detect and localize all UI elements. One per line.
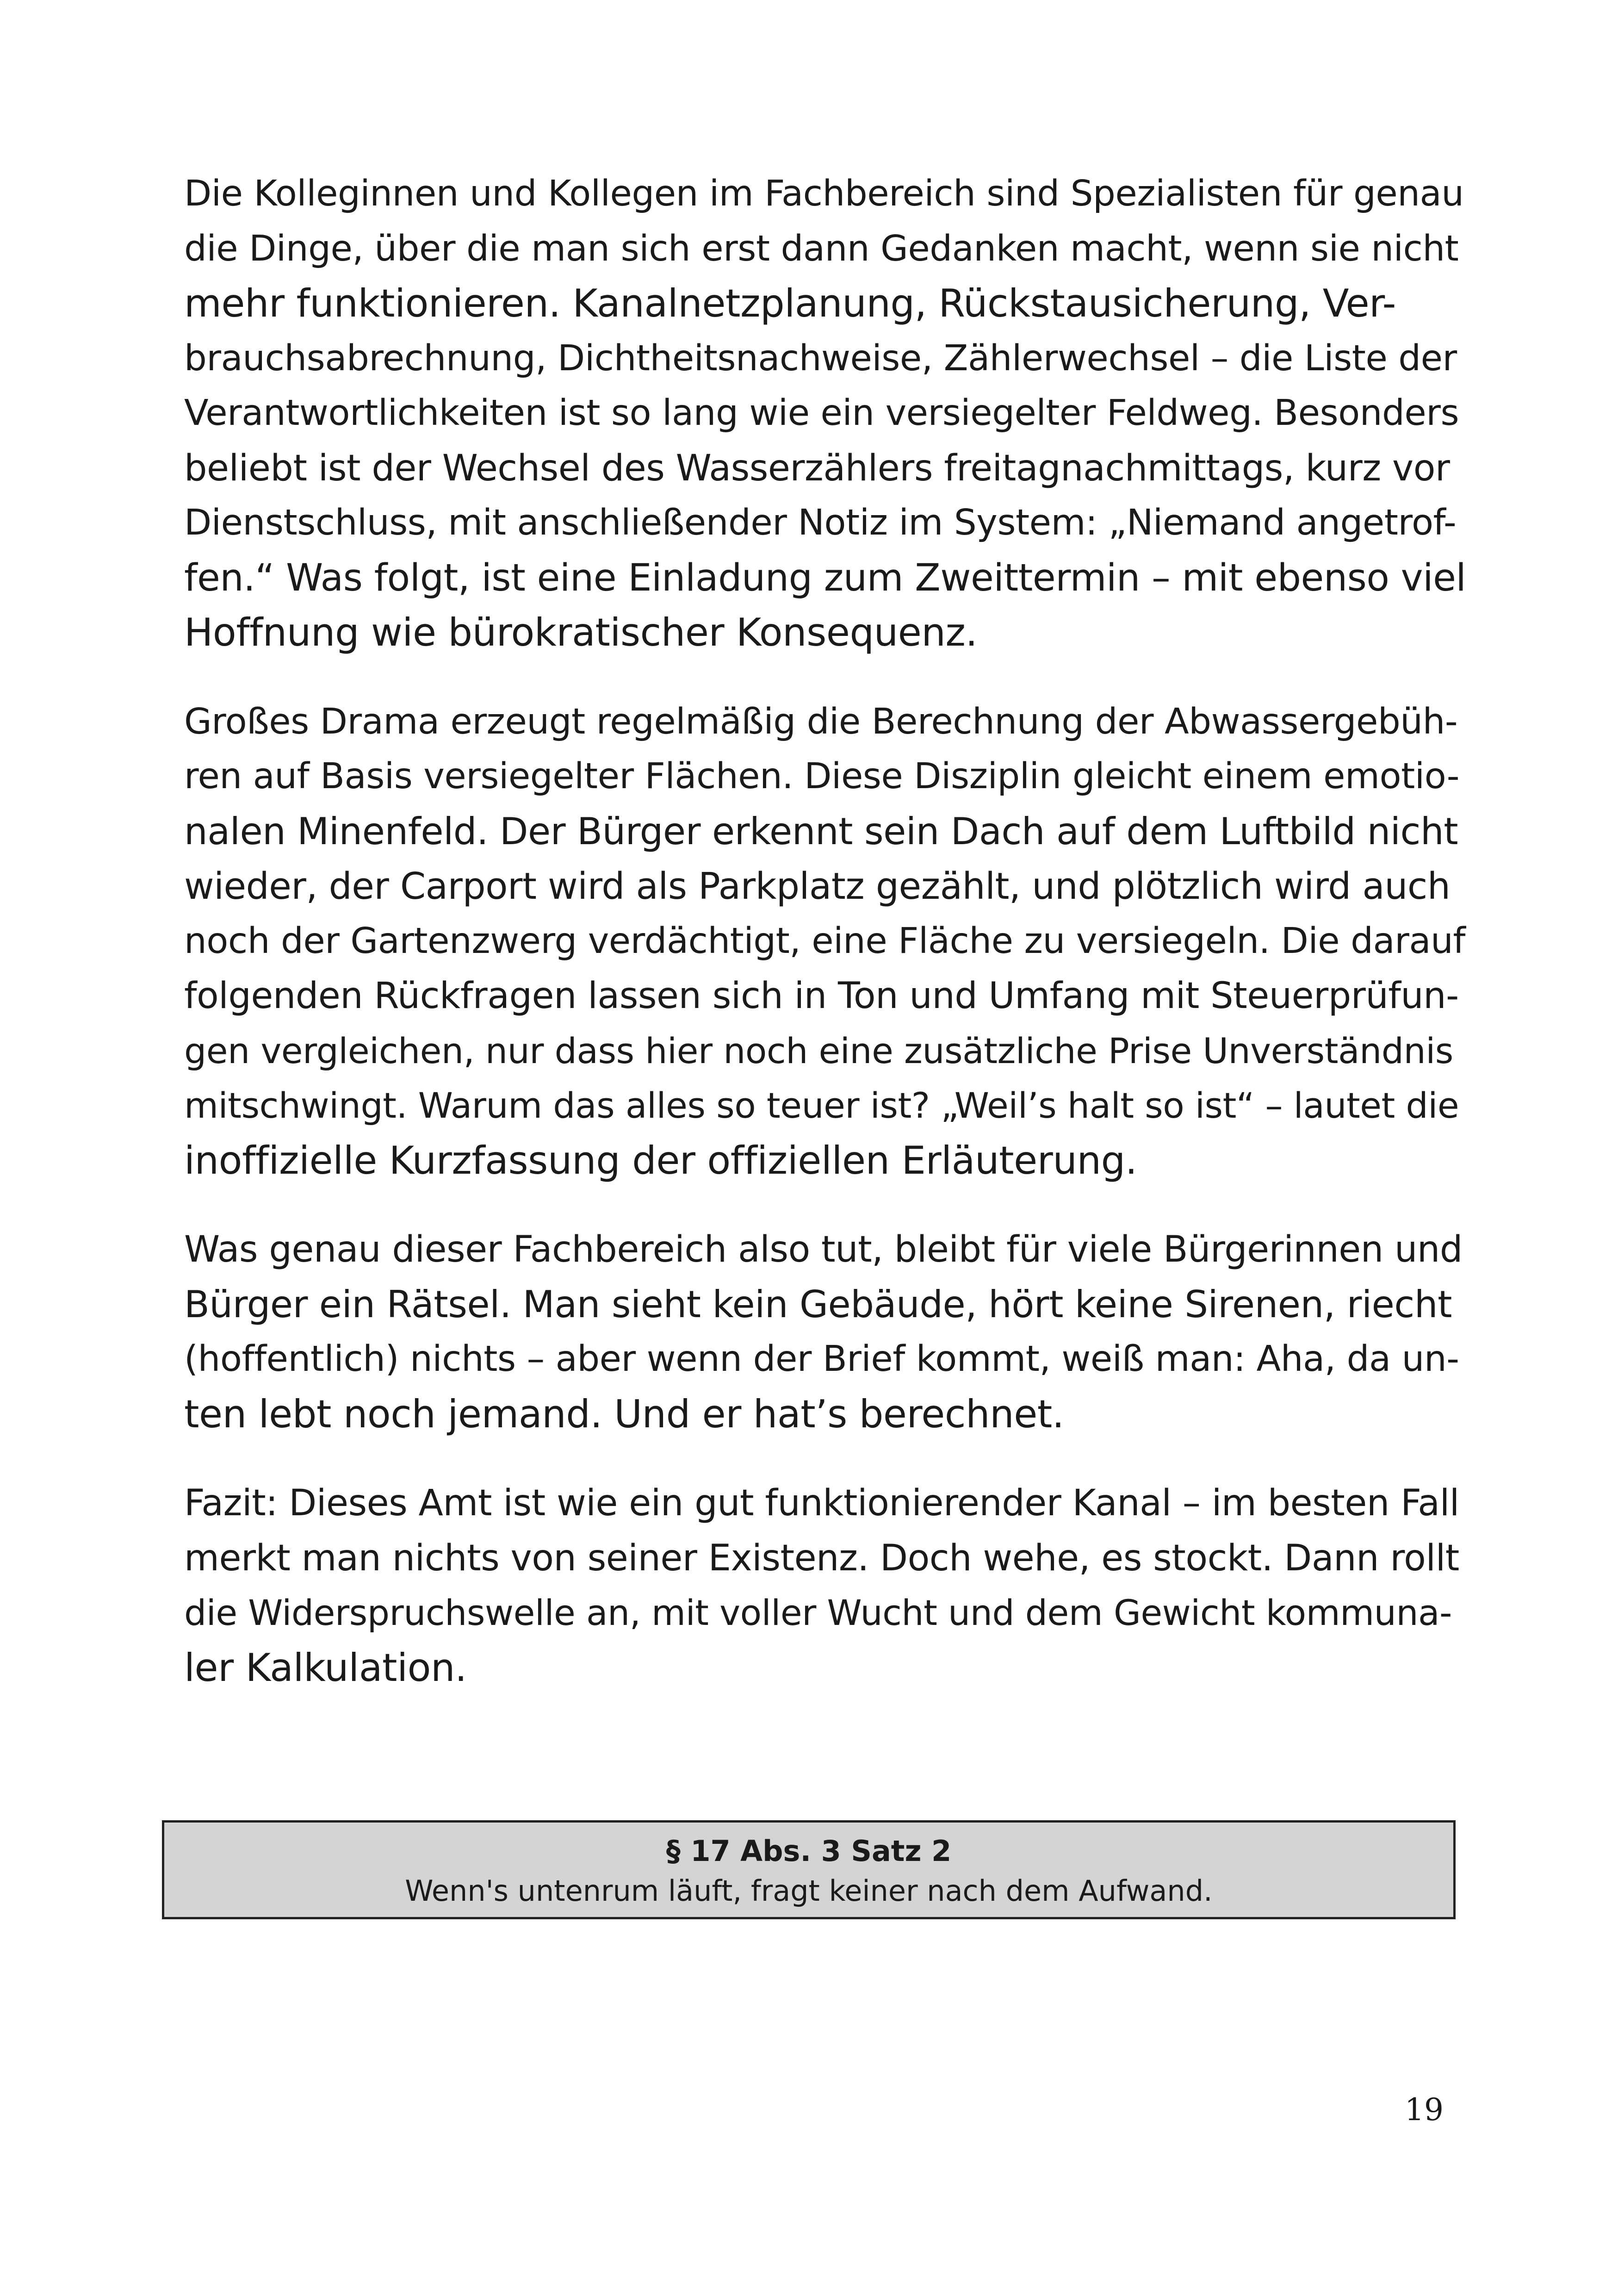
text-line: merkt man nichts von seiner Existenz. Doch wehe, es stockt. Dann rollt — [184, 1537, 1459, 1579]
text-line: Fazit: Dieses Amt ist wie ein gut funktionierender Kanal – im besten Fall — [184, 1482, 1459, 1524]
text-line: beliebt ist der Wechsel des Wasserzählers freitagnachmittags, kurz vor — [184, 447, 1450, 489]
text-line: nalen Minenfeld. Der Bürger erkennt sein Dach auf dem Luftbild nicht — [184, 809, 1458, 853]
text-line: (hoffentlich) nichts – aber wenn der Brief kommt, weiß man: Aha, da un- — [184, 1338, 1459, 1380]
text-line: folgenden Rückfragen lassen sich in Ton und Umfang mit Steuerprüfun- — [184, 975, 1459, 1017]
text-line: Verantwortlichkeiten ist so lang wie ein versiegelter Feldweg. Besonders — [184, 392, 1459, 434]
text-line: fen.“ Was folgt, ist eine Einladung zum Zweittermin – mit ebenso viel — [184, 556, 1466, 600]
text-line: die Dinge, über die man sich erst dann Gedanken macht, wenn sie nicht — [184, 228, 1459, 269]
text-line: Hoffnung wie bürokratischer Konsequenz. — [184, 610, 978, 655]
quote-title: § 17 Abs. 3 Satz 2 — [666, 1834, 952, 1868]
text-line: wieder, der Carport wird als Parkplatz gezählt, und plötzlich wird auch — [184, 865, 1451, 908]
body-text — [184, 167, 1466, 1730]
paragraph-3 — [184, 1222, 1466, 1442]
text-line: mehr funktionieren. Kanalnetzplanung, Rückstausicherung, Ver- — [184, 281, 1396, 326]
quote-box — [162, 1820, 1456, 1919]
paragraph-1 — [184, 167, 1466, 660]
text-line: Bürger ein Rätsel. Man sieht kein Gebäude, hört keine Sirenen, riecht — [184, 1282, 1452, 1326]
paragraph-2 — [184, 695, 1466, 1188]
text-line: gen vergleichen, nur dass hier noch eine zusätzliche Prise Unverständnis — [184, 1030, 1453, 1071]
text-line: Die Kolleginnen und Kollegen im Fachbereich sind Spezialisten für genau — [184, 173, 1464, 214]
text-line: inoffizielle Kurzfassung der offiziellen Erläuterung. — [184, 1138, 1137, 1183]
text-line: ler Kalkulation. — [184, 1645, 467, 1690]
text-line: ren auf Basis versiegelter Flächen. Diese Disziplin gleicht einem emotio- — [184, 756, 1459, 797]
text-line: Dienstschluss, mit anschließender Notiz im System: „Niemand angetrof- — [184, 502, 1457, 543]
text-line: mitschwingt. Warum das alles so teuer ist? „Weil’s halt so ist“ – lautet die — [184, 1085, 1459, 1126]
quote-text: Wenn's untenrum läuft, fragt keiner nach dem Aufwand. — [405, 1874, 1213, 1908]
text-line: ten lebt noch jemand. Und er hat’s berechnet. — [184, 1391, 1064, 1437]
page-number: 19 — [1405, 2092, 1444, 2128]
text-line: Großes Drama erzeugt regelmäßig die Berechnung der Abwassergebüh- — [184, 701, 1458, 742]
paragraph-4 — [184, 1476, 1466, 1695]
text-line: brauchsabrechnung, Dichtheitsnachweise, Zählerwechsel – die Liste der — [184, 337, 1457, 379]
text-line: die Widerspruchswelle an, mit voller Wucht und dem Gewicht kommuna- — [184, 1592, 1452, 1633]
text-line: Was genau dieser Fachbereich also tut, bleibt für viele Bürgerinnen und — [184, 1229, 1463, 1270]
text-line: noch der Gartenzwerg verdächtigt, eine Fläche zu versiegeln. Die darauf — [184, 920, 1465, 962]
